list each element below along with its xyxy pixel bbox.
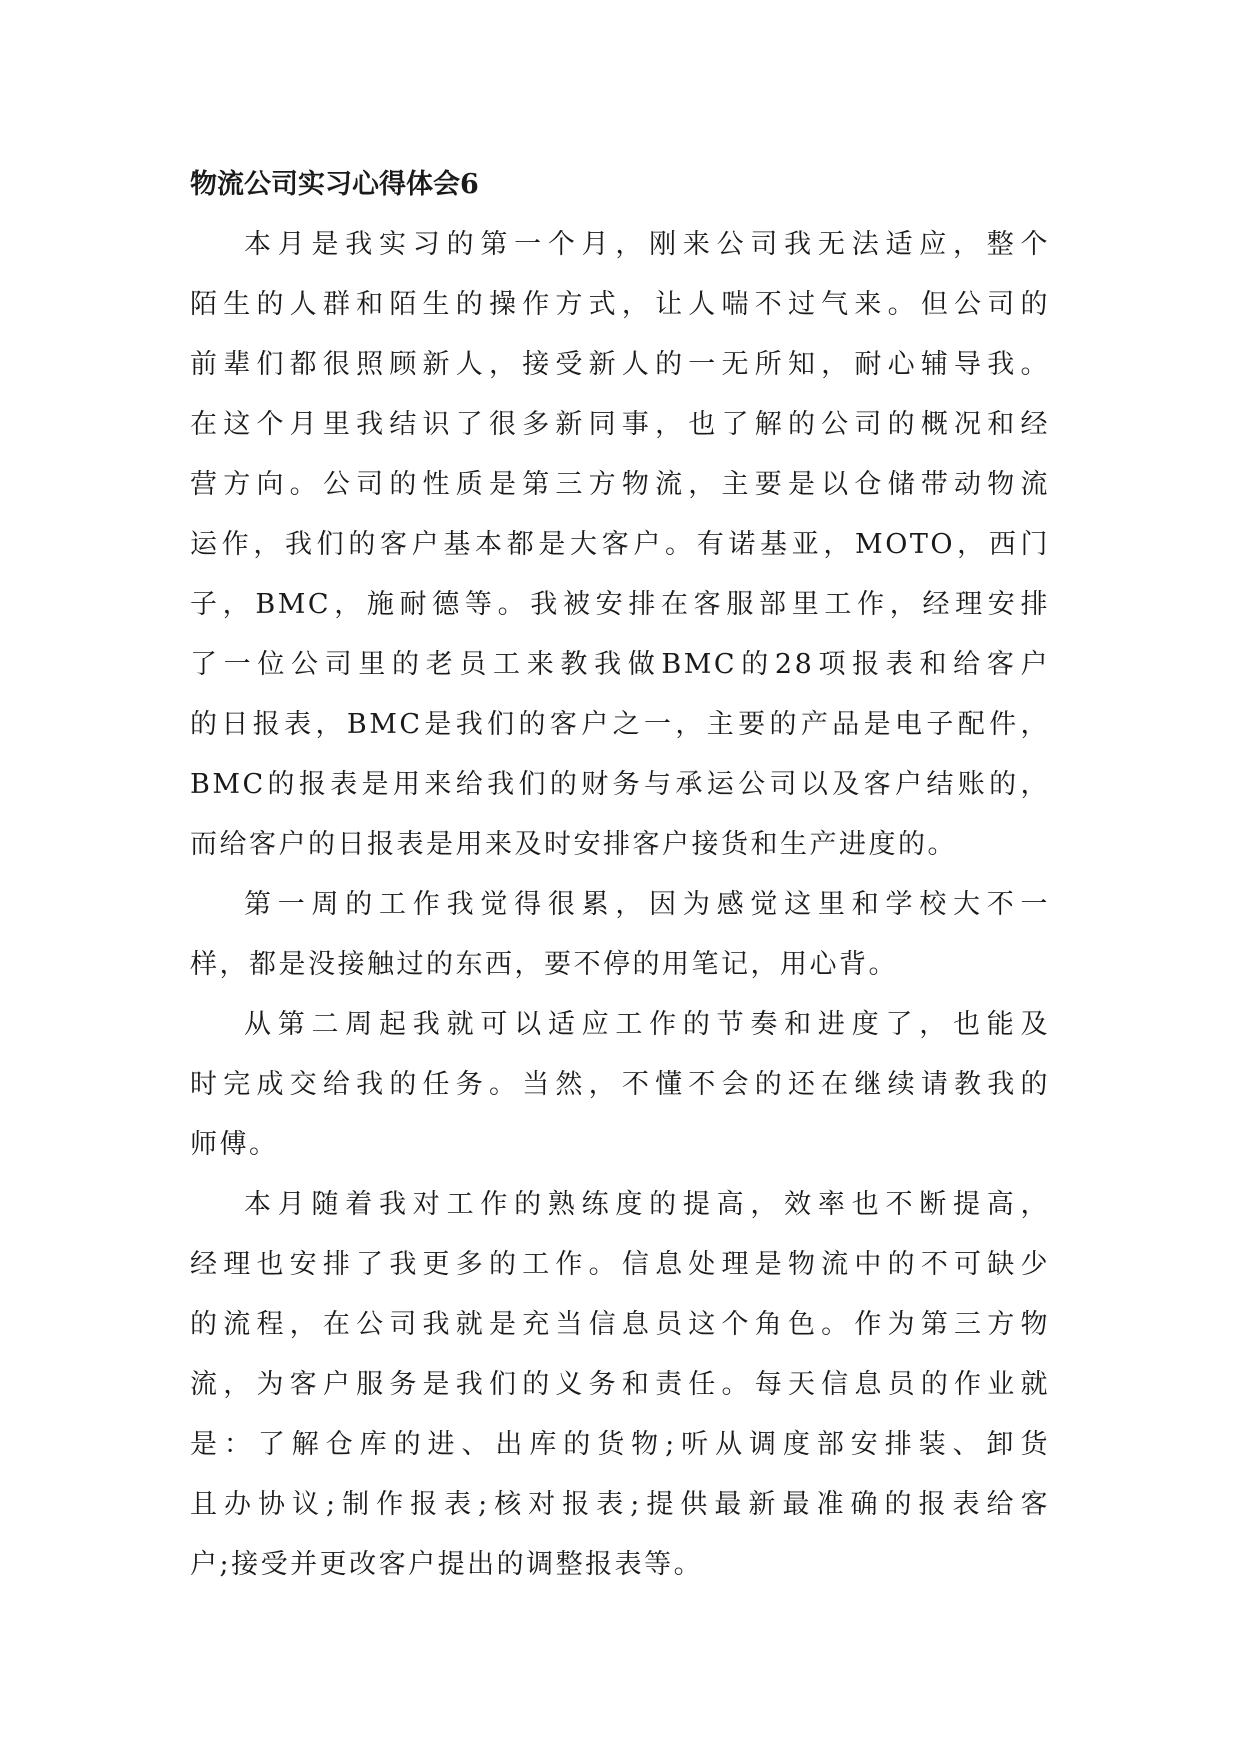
paragraph-1 [190,215,1050,875]
paragraph-line: 了一位公司里的老员工来教我做BMC的28项报表和给客户 [190,649,1050,680]
document-title: 物流公司实习心得体会6 [190,169,479,200]
paragraph-line: 本月是我实习的第一个月，刚来公司我无法适应，整个 [244,229,1050,260]
paragraph-line: 的日报表，BMC是我们的客户之一，主要的产品是电子配件， [190,709,1050,740]
paragraph-line: 而给客户的日报表是用来及时安排客户接货和生产进度的。 [190,829,957,860]
document-body [190,155,1050,1595]
paragraph-4 [190,1175,1050,1595]
paragraph-line: 本月随着我对工作的熟练度的提高，效率也不断提高， [244,1189,1050,1220]
paragraph-line: 在这个月里我结识了很多新同事，也了解的公司的概况和经 [190,409,1050,440]
paragraph-2 [190,875,1050,995]
paragraph-line: 且办协议;制作报表;核对报表;提供最新最准确的报表给客 [190,1489,1050,1520]
paragraph-3 [190,995,1050,1175]
paragraph-line: 运作，我们的客户基本都是大客户。有诺基亚，MOTO，西门 [190,529,1050,560]
paragraph-line: 子，BMC，施耐德等。我被安排在客服部里工作，经理安排 [190,589,1050,620]
paragraph-line: 时完成交给我的任务。当然，不懂不会的还在继续请教我的 [190,1069,1050,1100]
paragraph-line: 的流程，在公司我就是充当信息员这个角色。作为第三方物 [190,1309,1050,1340]
paragraph-line: 从第二周起我就可以适应工作的节奏和进度了，也能及 [244,1009,1050,1040]
paragraph-line: 样，都是没接触过的东西，要不停的用笔记，用心背。 [190,949,898,980]
paragraph-line: 营方向。公司的性质是第三方物流，主要是以仓储带动物流 [190,469,1050,500]
paragraph-line: 流，为客户服务是我们的义务和责任。每天信息员的作业就 [190,1369,1050,1400]
paragraph-line: 经理也安排了我更多的工作。信息处理是物流中的不可缺少 [190,1249,1050,1280]
paragraph-line: 是：了解仓库的进、出库的货物;听从调度部安排装、卸货 [190,1429,1050,1460]
paragraph-line: 户;接受并更改客户提出的调整报表等。 [190,1549,704,1580]
paragraph-line: BMC的报表是用来给我们的财务与承运公司以及客户结账的， [190,769,1050,800]
paragraph-line: 陌生的人群和陌生的操作方式，让人喘不过气来。但公司的 [190,289,1050,320]
paragraph-line: 第一周的工作我觉得很累，因为感觉这里和学校大不一 [244,889,1050,920]
paragraph-line: 师傅。 [190,1129,279,1160]
paragraph-line: 前辈们都很照顾新人，接受新人的一无所知，耐心辅导我。 [190,349,1050,380]
